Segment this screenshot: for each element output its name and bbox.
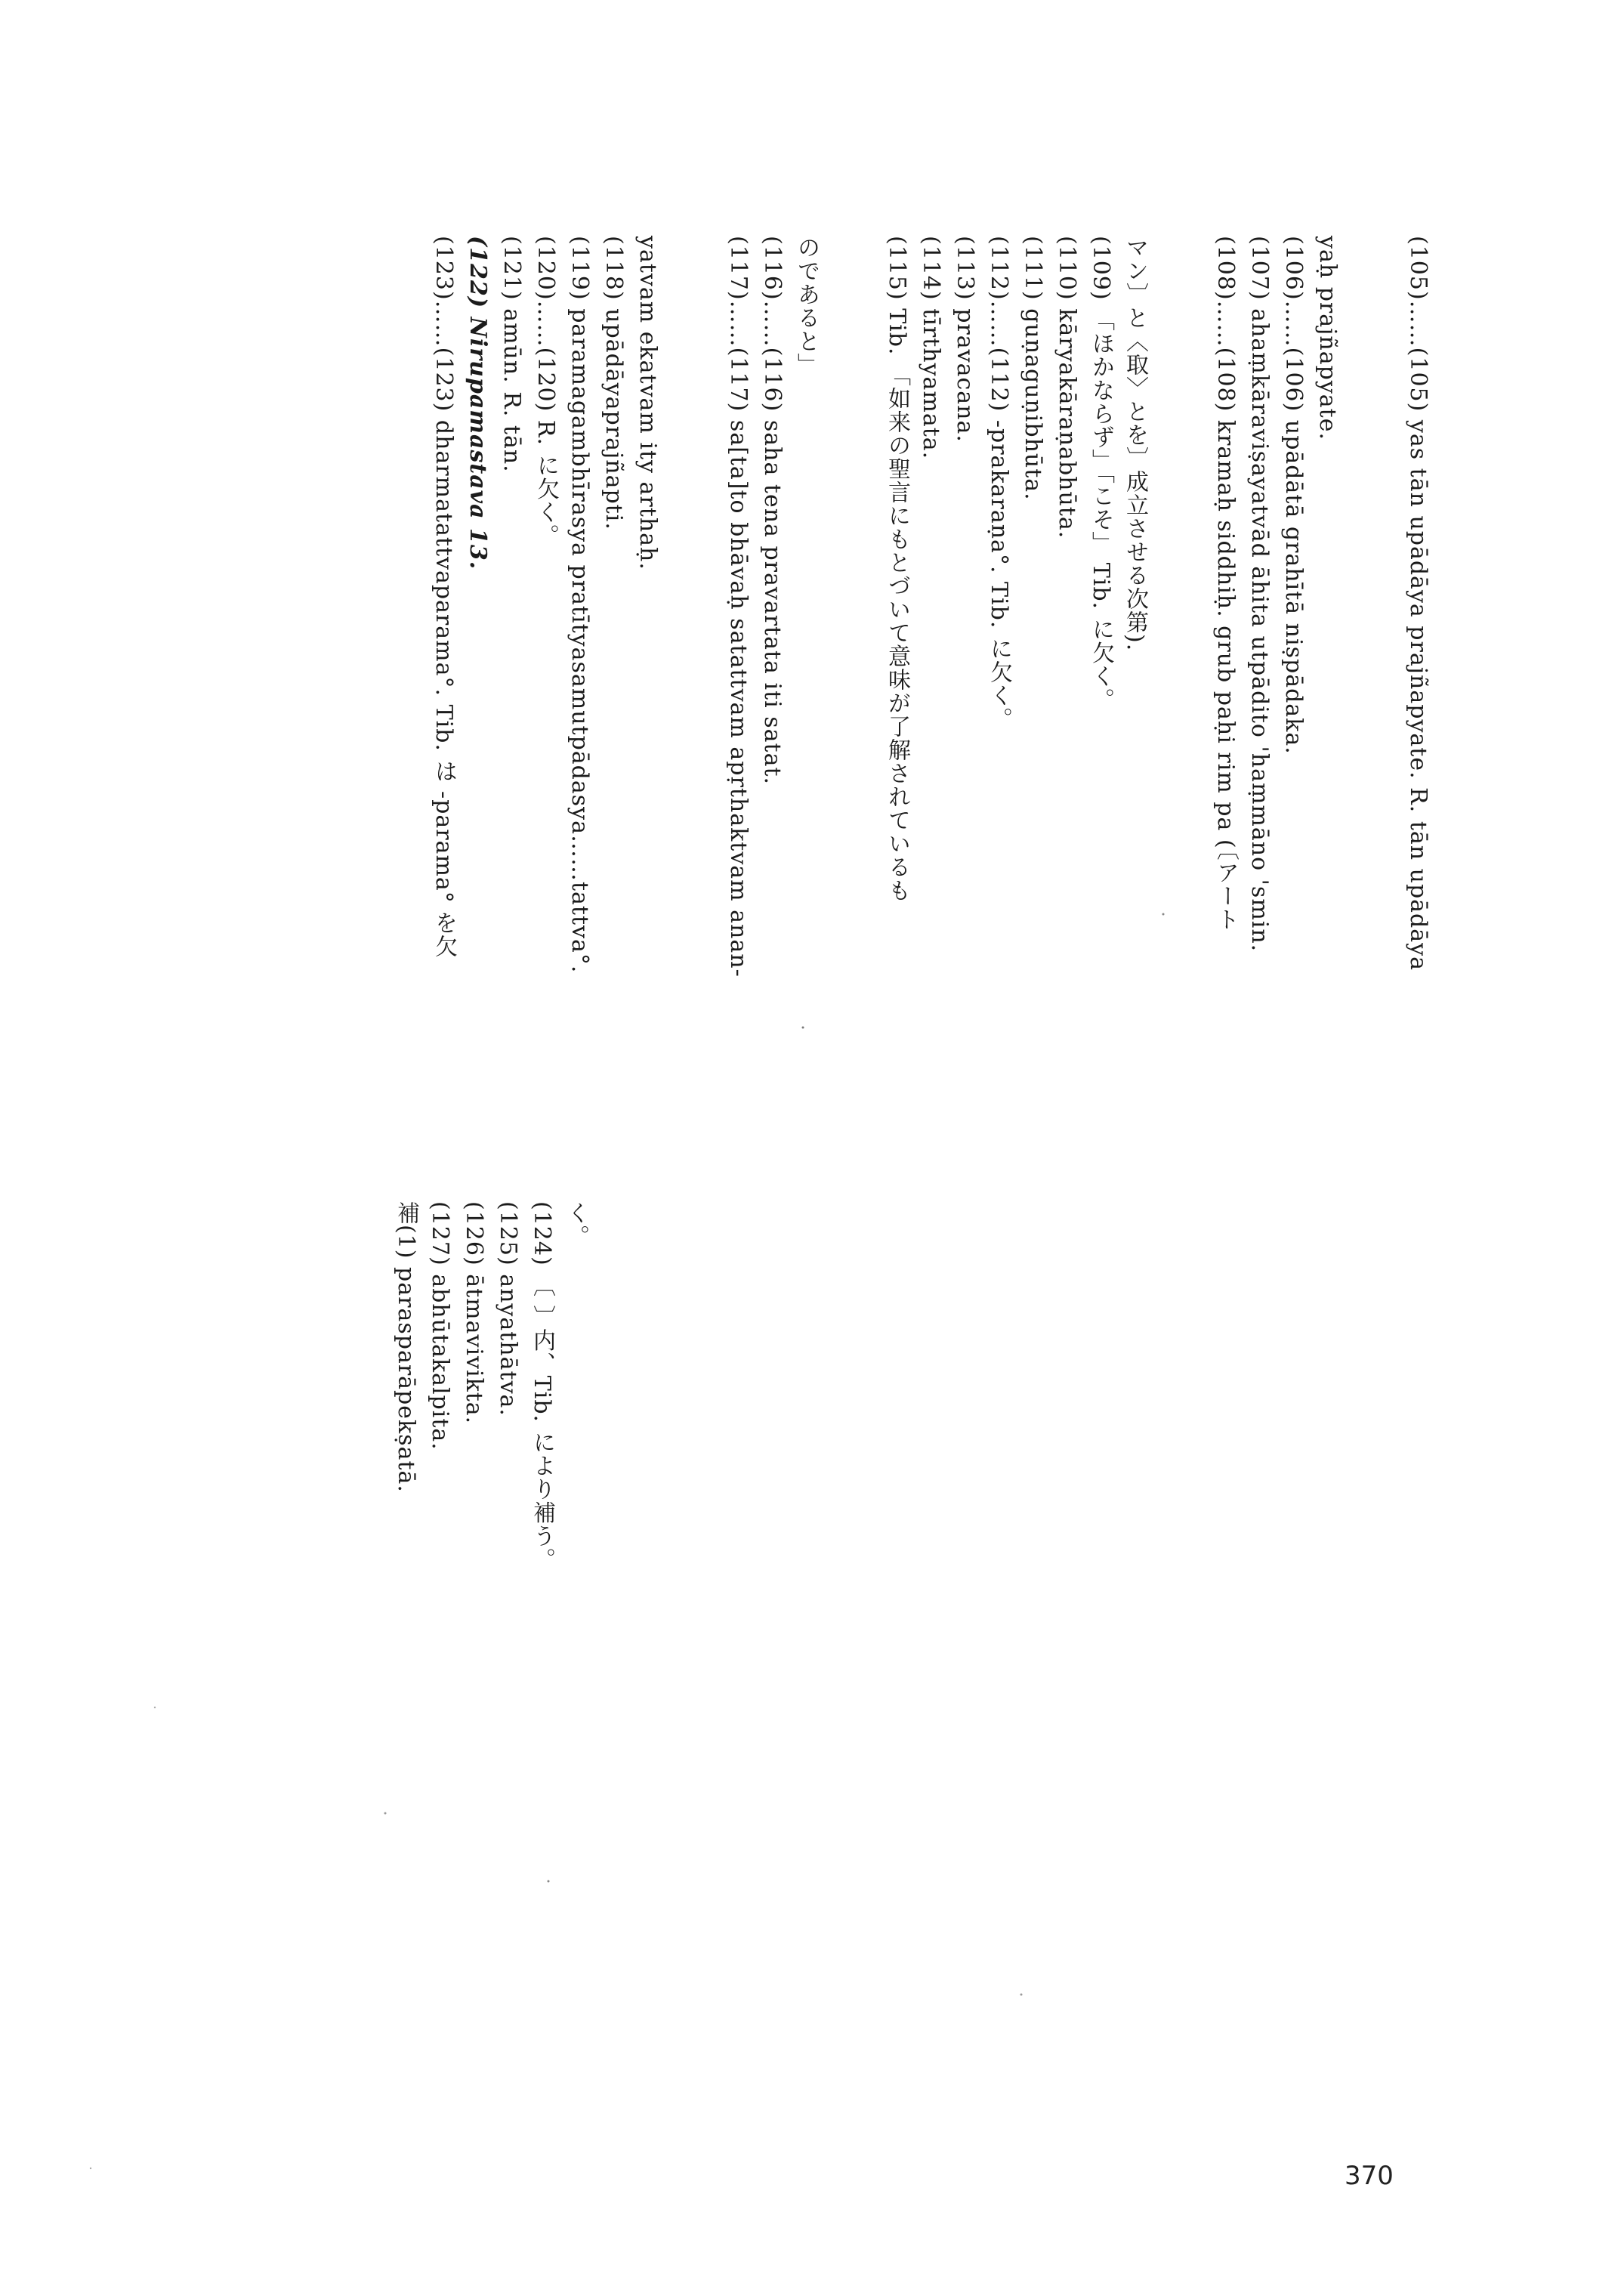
note-119: (119) paramagambhīrasya pratītyasamutpādasya……tattva°. [567,236,593,974]
note-111: (111) guṇaguṇibhūta. [1020,236,1046,501]
speck [90,2168,91,2169]
note-123: (123)……(123) dharmatattvaparama°. Tib. は -parama° を欠 [431,236,457,959]
note-120: (120)……(120) R. に欠く。 [533,236,559,548]
note-105-cont: yaḥ prajñapyate. [1314,236,1341,441]
note-108-cont: マン〕と〈取〉とを〕成立させる次第). [1122,236,1148,652]
speck [384,1812,387,1815]
speck [1162,913,1165,916]
note-108: (108)……(108) kramaḥ siddhiḥ. grub paḥi rim pa (〔アート [1212,236,1239,932]
note-125: (125) anyathātva. [495,1201,521,1417]
note-122: (122) Nirupamastava 13. [465,236,491,570]
note-107: (107) ahaṃkāraviṣayatvād āhita utpādito 'haṃmāno 'smin. [1246,236,1273,953]
note-115-cont: のであると」 [793,236,820,376]
note-118: (118) upādāyaprajñapti. [601,236,627,530]
note-116: (116)……(116) saha tena pravartata iti satat. [759,236,786,786]
page-number: 370 [1345,2161,1394,2191]
speck [548,1880,550,1883]
note-113: (113) pravacana. [952,236,978,443]
note-112: (112)……(112) -prakaraṇa°. Tib. に欠く。 [986,236,1012,731]
note-supplement-1: 補(1) parasparāpekṣatā. [393,1201,419,1493]
speck [154,1707,156,1708]
note-106: (106)……(106) upādātā grahītā niṣpādaka. [1280,236,1307,755]
note-109: (109) 「ほかならず」「こそ」 Tib. に欠く。 [1088,236,1114,712]
speck [802,1027,804,1029]
note-127: (127) abhūtakalpita. [427,1201,453,1451]
note-115: (115) Tib. 「如来の聖言にもとづいて意味が了解されているも [884,236,910,903]
note-105: (105)……(105) yas tān upādāya prajñapyate. R. tān upādāya [1405,236,1431,971]
note-114: (114) tīrthyamata. [918,236,944,460]
note-117-cont: yatvam ekatvam ity arthaḥ. [634,236,661,570]
note-117: (117)……(117) sa[ta]to bhāvaḥ satattvam apṛthaktvam anan- [725,236,752,978]
note-126: (126) ātmavivikta. [461,1201,487,1425]
speck [1020,1994,1023,1996]
note-110: (110) kāryakāraṇabhūta. [1054,236,1080,539]
note-124: (124) 〔 〕内、Tib. により補う。 [529,1201,555,1571]
note-123-cont: く。 [563,1201,589,1248]
note-121: (121) amūn. R. tān. [499,236,525,473]
